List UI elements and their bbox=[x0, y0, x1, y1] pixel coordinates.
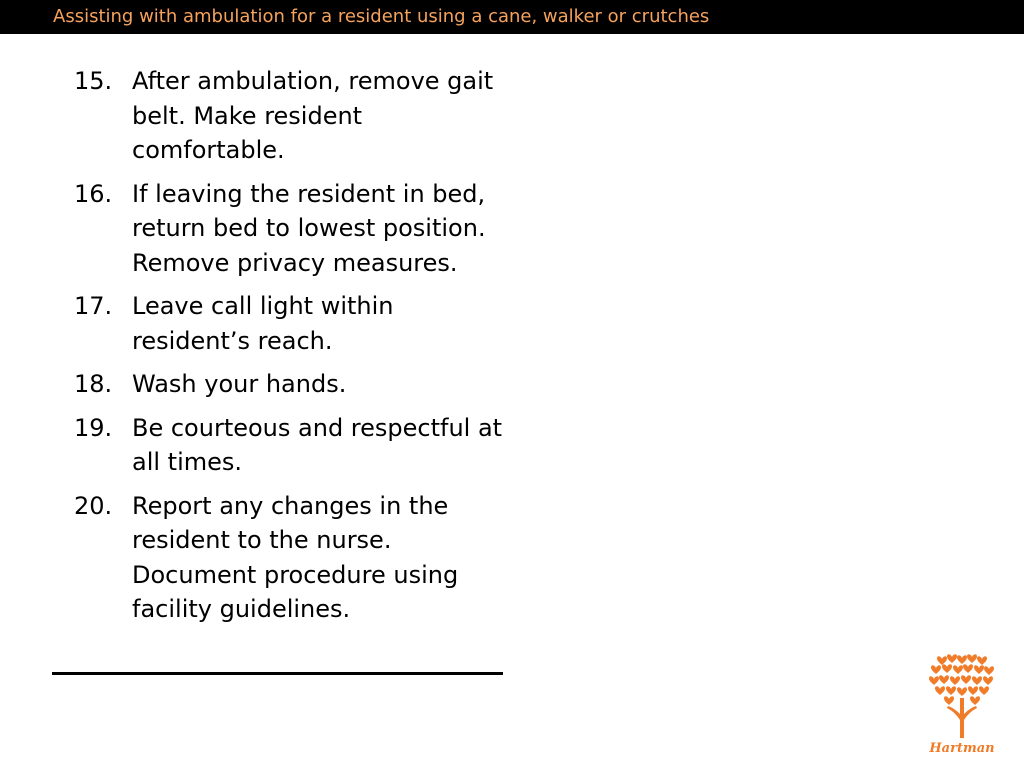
procedure-step bbox=[74, 64, 514, 168]
step-text: After ambulation, remove gait belt. Make resident comfortable. bbox=[132, 67, 494, 164]
procedure-steps-list bbox=[74, 64, 514, 636]
divider-line bbox=[52, 672, 503, 675]
step-number: 18. bbox=[74, 370, 113, 398]
step-text: Be courteous and respectful at all times. bbox=[132, 413, 503, 476]
hartman-wordmark: Hartman bbox=[929, 741, 995, 756]
step-text: If leaving the resident in bed, return bed to lowest position. Remove privacy measures. bbox=[132, 179, 486, 277]
title-bar bbox=[0, 0, 1024, 34]
step-number: 17. bbox=[74, 292, 113, 320]
procedure-step bbox=[74, 367, 514, 402]
step-text: Leave call light within resident’s reach. bbox=[132, 292, 394, 355]
step-number: 16. bbox=[74, 179, 113, 208]
procedure-step bbox=[74, 489, 514, 627]
procedure-step bbox=[74, 289, 514, 358]
step-text: Report any changes in the resident to the nurse. Document procedure using facility guidelines. bbox=[132, 491, 459, 623]
procedure-step bbox=[74, 411, 514, 480]
step-number: 20. bbox=[74, 491, 113, 520]
step-number: 15. bbox=[74, 67, 113, 95]
hartman-logo bbox=[922, 654, 1002, 758]
slide-title: Assisting with ambulation for a resident using a cane, walker or crutches bbox=[53, 6, 710, 27]
step-number: 19. bbox=[74, 413, 113, 442]
heart-tree-icon bbox=[929, 654, 994, 738]
procedure-step bbox=[74, 177, 514, 281]
step-text: Wash your hands. bbox=[132, 370, 347, 398]
